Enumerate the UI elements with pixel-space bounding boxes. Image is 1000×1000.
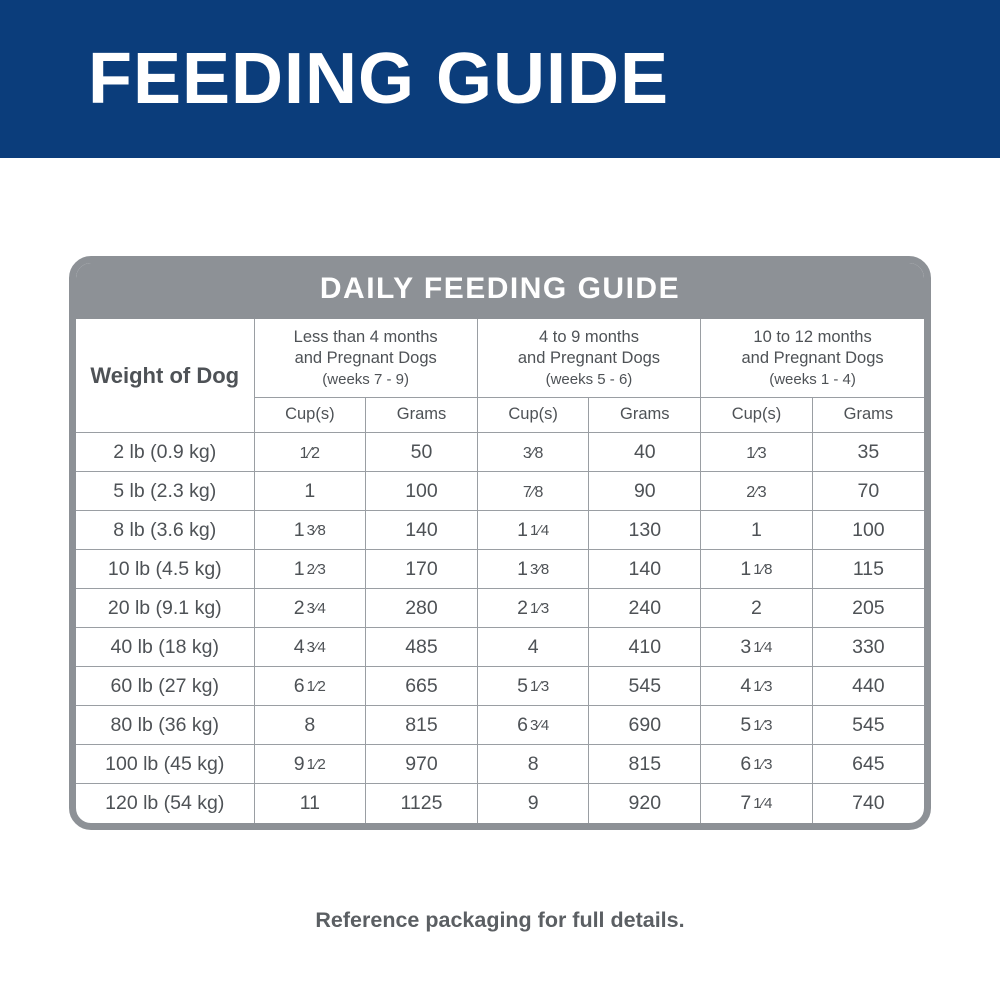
cell-cups-2: 1 1⁄4 [477,511,589,550]
table-header [76,319,924,433]
subcolumn-header-grams-3: Grams [812,398,924,433]
table-row [76,706,924,745]
cell-cups-2: 2 1⁄3 [477,589,589,628]
cell-cups-3: 6 1⁄3 [701,745,813,784]
cell-cups-2: 8 [477,745,589,784]
cell-cups-1: 6 1⁄2 [254,667,366,706]
weight-header-line-2: of Dog [169,362,240,388]
daily-feeding-guide-table [76,319,924,823]
table-row [76,511,924,550]
cell-weight: 40 lb (18 kg) [76,628,254,667]
cell-cups-2: 5 1⁄3 [477,667,589,706]
cell-grams-2: 410 [589,628,701,667]
cell-cups-3: 4 1⁄3 [701,667,813,706]
cell-cups-1: 11 [254,784,366,823]
group-3-line-3: (weeks 1 - 4) [769,370,856,388]
cell-weight: 10 lb (4.5 kg) [76,550,254,589]
cell-cups-3: 2 [701,589,813,628]
cell-weight: 8 lb (3.6 kg) [76,511,254,550]
column-group-header-3 [701,319,924,398]
cell-cups-1: 9 1⁄2 [254,745,366,784]
group-3-line-2: and Pregnant Dogs [741,349,884,368]
cell-grams-3: 205 [812,589,924,628]
group-2-line-1: 4 to 9 months [538,328,639,346]
cell-grams-3: 545 [812,706,924,745]
table-row [76,784,924,823]
cell-cups-3: 5 1⁄3 [701,706,813,745]
table-row [76,433,924,472]
column-group-header-1 [254,319,477,398]
cell-grams-3: 115 [812,550,924,589]
cell-grams-3: 100 [812,511,924,550]
cell-grams-2: 545 [589,667,701,706]
cell-grams-3: 330 [812,628,924,667]
table-row [76,667,924,706]
cell-weight: 60 lb (27 kg) [76,667,254,706]
subcolumn-header-cups-1: Cup(s) [254,398,366,433]
feeding-table-wrapper [69,256,931,830]
column-header-weight [76,319,254,433]
table-row [76,745,924,784]
group-3-line-1: 10 to 12 months [753,328,872,346]
daily-feeding-guide-card [69,256,931,830]
cell-grams-2: 140 [589,550,701,589]
cell-grams-2: 90 [589,472,701,511]
cell-cups-2: 1 3⁄8 [477,550,589,589]
cell-grams-2: 690 [589,706,701,745]
cell-weight: 2 lb (0.9 kg) [76,433,254,472]
group-1-line-3: (weeks 7 - 9) [322,370,409,388]
cell-grams-1: 1125 [366,784,478,823]
group-2-line-2: and Pregnant Dogs [517,349,661,368]
cell-weight: 20 lb (9.1 kg) [76,589,254,628]
cell-cups-3: 1 1⁄8 [701,550,813,589]
cell-cups-1: 8 [254,706,366,745]
cell-weight: 80 lb (36 kg) [76,706,254,745]
cell-grams-3: 740 [812,784,924,823]
cell-grams-1: 140 [366,511,478,550]
cell-grams-2: 240 [589,589,701,628]
cell-cups-3: 7 1⁄4 [701,784,813,823]
cell-grams-1: 665 [366,667,478,706]
cell-grams-1: 280 [366,589,478,628]
cell-cups-1: 1 3⁄8 [254,511,366,550]
cell-grams-3: 70 [812,472,924,511]
cell-grams-1: 485 [366,628,478,667]
table-row [76,550,924,589]
cell-cups-1: 1 2⁄3 [254,550,366,589]
table-row [76,628,924,667]
subcolumn-header-grams-2: Grams [589,398,701,433]
cell-grams-2: 920 [589,784,701,823]
cell-cups-2: 7⁄8 [477,472,589,511]
group-1-line-2: and Pregnant Dogs [294,349,437,368]
subcolumn-header-grams-1: Grams [366,398,478,433]
weight-header-line-1: Weight [90,362,164,388]
footnote: Reference packaging for full details. [315,907,685,932]
column-group-header-2 [477,319,700,398]
cell-grams-2: 815 [589,745,701,784]
cell-cups-3: 1 [701,511,813,550]
cell-grams-1: 970 [366,745,478,784]
cell-grams-2: 130 [589,511,701,550]
page-title: FEEDING GUIDE [88,39,670,119]
table-title: DAILY FEEDING GUIDE [76,263,924,319]
page-body [0,256,1000,933]
group-1-line-1: Less than 4 months [293,328,438,346]
cell-weight: 5 lb (2.3 kg) [76,472,254,511]
cell-grams-3: 440 [812,667,924,706]
cell-cups-1: 1 [254,472,366,511]
cell-grams-1: 50 [366,433,478,472]
table-body [76,433,924,823]
cell-grams-3: 35 [812,433,924,472]
cell-cups-2: 9 [477,784,589,823]
cell-grams-2: 40 [589,433,701,472]
feeding-guide-banner [0,0,1000,158]
cell-cups-1: 4 3⁄4 [254,628,366,667]
subcolumn-header-cups-2: Cup(s) [477,398,589,433]
cell-cups-2: 6 3⁄4 [477,706,589,745]
table-header-row-groups [76,319,924,398]
cell-grams-1: 815 [366,706,478,745]
cell-weight: 120 lb (54 kg) [76,784,254,823]
table-row [76,472,924,511]
cell-cups-3: 3 1⁄4 [701,628,813,667]
cell-weight: 100 lb (45 kg) [76,745,254,784]
cell-cups-3: 1⁄3 [701,433,813,472]
cell-cups-1: 1⁄2 [254,433,366,472]
group-2-line-3: (weeks 5 - 6) [545,370,633,388]
cell-grams-1: 100 [366,472,478,511]
cell-cups-3: 2⁄3 [701,472,813,511]
cell-grams-1: 170 [366,550,478,589]
cell-cups-1: 2 3⁄4 [254,589,366,628]
cell-cups-2: 3⁄8 [477,433,589,472]
cell-cups-2: 4 [477,628,589,667]
subcolumn-header-cups-3: Cup(s) [701,398,813,433]
table-row [76,589,924,628]
cell-grams-3: 645 [812,745,924,784]
